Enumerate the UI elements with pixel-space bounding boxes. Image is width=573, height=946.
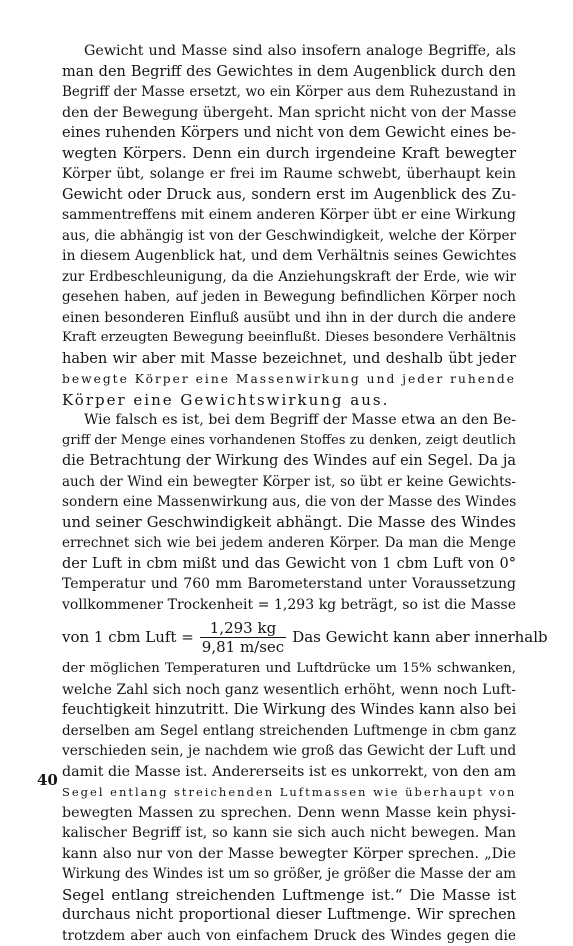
spaced-text-line: bewegte Körper eine Massenwirkung und jeder ruhende (62, 369, 516, 390)
text-line: haben wir aber mit Masse bezeichnet, und deshalb übt jeder (62, 349, 516, 370)
spaced-text-line: Segel entlang streichenden Luftmassen wie überhaupt von (62, 782, 516, 803)
text-line: in diesem Augenblick hat, und dem Verhältnis seines Gewichtes (62, 246, 516, 267)
text-line: wegten Körpers. Denn ein durch irgendeine Kraft bewegter (62, 144, 516, 165)
text-line: Temperatur und 760 mm Barometerstand unter Voraussetzung (62, 574, 516, 595)
text-line: Segel entlang streichenden Luftmenge ist.“ Die Masse ist (62, 885, 516, 906)
text-line: Begriff der Masse ersetzt, wo ein Körper aus dem Ruhezustand in (62, 82, 516, 103)
mass-formula-line (62, 615, 516, 659)
text-line: derselben am Segel entlang streichenden Luftmenge in cbm ganz (62, 721, 516, 742)
text-line: aus, die abhängig ist von der Geschwindigkeit, welche der Körper (62, 226, 516, 247)
text-line: und seiner Geschwindigkeit abhängt. Die Masse des Windes (62, 513, 516, 534)
text-line: damit die Masse ist. Andererseits ist es unkorrekt, von den am (62, 762, 516, 783)
text-line: eines ruhenden Körpers und nicht von dem Gewicht eines be- (62, 123, 516, 144)
text-line: trotzdem aber auch von einfachem Druck des Windes gegen die (62, 926, 516, 946)
text-line: Kraft erzeugten Bewegung beeinflußt. Dieses besondere Verhältnis (62, 328, 516, 349)
text-line: griff der Menge eines vorhandenen Stoffes zu denken, zeigt deutlich (62, 431, 516, 452)
formula-tail: Das Gewicht kann aber innerhalb (292, 627, 547, 648)
text-line: der möglichen Temperaturen und Luftdrücke um 15% schwanken, (62, 659, 516, 680)
text-line: einen besonderen Einfluß ausübt und ihn in der durch die andere (62, 308, 516, 329)
text-line: zur Erdbeschleunigung, da die Anziehungskraft der Erde, wie wir (62, 267, 516, 288)
text-line: kann also nur von der Masse bewegter Körper sprechen. „Die (62, 844, 516, 865)
text-line: Gewicht und Masse sind also insofern analoge Begriffe, als (62, 41, 516, 62)
text-line: kalischer Begriff ist, so kann sie sich auch nicht bewegen. Man (62, 823, 516, 844)
text-line: man den Begriff des Gewichtes in dem Augenblick durch den (62, 62, 516, 83)
text-line: Körper übt, solange er frei im Raume schwebt, überhaupt kein (62, 164, 516, 185)
page-number: 40 (37, 771, 58, 789)
text-line: Gewicht oder Druck aus, sondern erst im Augenblick des Zu- (62, 185, 516, 206)
text-line: feuchtigkeit hinzutritt. Die Wirkung des Windes kann also bei (62, 700, 516, 721)
text-line: errechnet sich wie bei jedem anderen Körper. Da man die Menge (62, 533, 516, 554)
text-line: Wirkung des Windes ist um so größer, je größer die Masse der am (62, 864, 516, 885)
body-text (62, 41, 516, 946)
spaced-text-line: Körper eine Gewichtswirkung aus. (62, 390, 516, 411)
text-line: sondern eine Massenwirkung aus, die von der Masse des Windes (62, 492, 516, 513)
text-line: welche Zahl sich noch ganz wesentlich erhöht, wenn noch Luft- (62, 680, 516, 701)
fraction-numerator: 1,293 kg (208, 619, 278, 637)
text-line: durchaus nicht proportional dieser Luftmenge. Wir sprechen (62, 905, 516, 926)
text-line: vollkommener Trockenheit = 1,293 kg beträgt, so ist die Masse (62, 595, 516, 616)
text-line: gesehen haben, auf jeden in Bewegung befindlichen Körper noch (62, 287, 516, 308)
fraction-denominator: 9,81 m/sec (200, 637, 286, 656)
text-line: den der Bewegung übergeht. Man spricht nicht von der Masse (62, 103, 516, 124)
fraction (200, 619, 286, 656)
formula-lead: von 1 cbm Luft = (62, 627, 194, 648)
paragraph-1 (62, 41, 516, 410)
text-line: verschieden sein, je nachdem wie groß das Gewicht der Luft und (62, 741, 516, 762)
text-line: bewegten Massen zu sprechen. Denn wenn Masse kein physi- (62, 803, 516, 824)
text-line: auch der Wind ein bewegter Körper ist, so übt er keine Gewichts- (62, 472, 516, 493)
text-line: Wie falsch es ist, bei dem Begriff der Masse etwa an den Be- (62, 410, 516, 431)
text-line: der Luft in cbm mißt und das Gewicht von 1 cbm Luft von 0° (62, 554, 516, 575)
text-line: die Betrachtung der Wirkung des Windes auf ein Segel. Da ja (62, 451, 516, 472)
text-line: sammentreffens mit einem anderen Körper übt er eine Wirkung (62, 205, 516, 226)
paragraph-2 (62, 410, 516, 946)
